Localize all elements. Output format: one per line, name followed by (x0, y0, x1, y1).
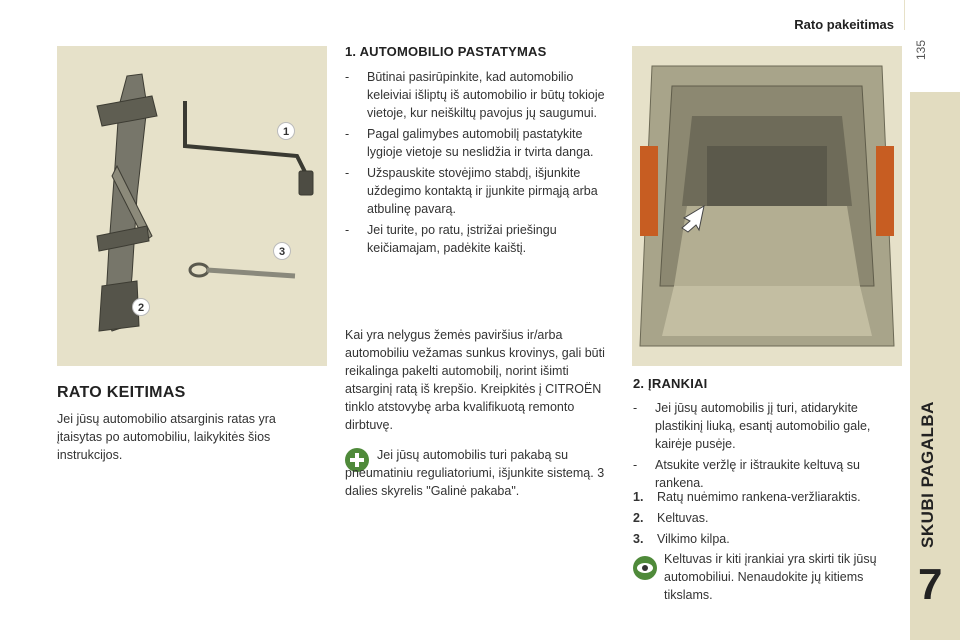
list-item: - Pagal galimybes automobilį pastatykite lygioje vietoje su neslidžia ir tvirta danga. (345, 125, 610, 161)
list-item: 1. Ratų nuėmimo rankena-veržliaraktis. (633, 490, 861, 504)
list-item: - Jei turite, po ratu, įstrižai priešingu keičiamajam, padėkite kaištį. (345, 221, 610, 257)
section-1-paragraph: Kai yra nelygus žemės paviršius ir/arba automobiliu vežamas sunkus krovinys, gali būti reikalinga pakelti automobilį, norint išimti atsarginį ratą iš krepšio. Kreipkitės į CITROËN tinklo atstovybę arba kvalifikuotą remonto dirbtuvę. (345, 328, 605, 432)
section-rato-text: Jei jūsų automobilio atsarginis ratas yra įtaisytas po automobiliu, laikykitės šios instrukcijos. (57, 412, 276, 462)
list-item: - Atsukite veržlę ir ištraukite keltuvą su rankena. (633, 456, 901, 492)
section-title-rato: RATO KEITIMAS (57, 384, 186, 401)
vehicle-rear-illustration (632, 46, 902, 366)
page-header-title: Rato pakeitimas (794, 17, 894, 32)
section-2-note: Keltuvas ir kiti įrankiai yra skirti tik jūsų automobiliui. Nenaudokite jų kitiems tikslams. (664, 552, 877, 602)
tools-figure (57, 46, 327, 366)
tools-illustration (57, 46, 327, 366)
header-divider (904, 0, 905, 30)
list-item: 2. Keltuvas. (633, 511, 709, 525)
section-2-list (633, 399, 901, 495)
list-item: - Užspauskite stovėjimo stabdį, išjunkite uždegimo kontaktą ir įjunkite pirmąją arba atbulinę pavarą. (345, 164, 610, 218)
section-2-title: 2. ĮRANKIAI (633, 376, 708, 391)
section-1-note: Jei jūsų automobilis turi pakabą su pneumatiniu reguliatoriumi, išjunkite sistemą. 3 dalies skyrelis "Galinė pakaba". (345, 448, 605, 498)
callout-1: 1 (277, 122, 295, 140)
jack-drawing (97, 74, 157, 331)
callout-3: 3 (273, 242, 291, 260)
page-number: 135 (914, 39, 928, 60)
towing-eye-drawing (190, 264, 295, 276)
wheel-wrench-drawing (185, 101, 313, 195)
eye-warning-icon (633, 556, 657, 580)
callout-2: 2 (132, 298, 150, 316)
vehicle-rear-figure (632, 46, 902, 366)
chapter-label: SKUBI PAGALBA (918, 401, 937, 548)
section-1-title: 1. AUTOMOBILIO PASTATYMAS (345, 44, 547, 59)
list-item: 3. Vilkimo kilpa. (633, 532, 730, 546)
tools-numbered-list (633, 488, 901, 551)
list-item: - Būtinai pasirūpinkite, kad automobilio keleiviai išliptų iš automobilio ir būtų tokioje vietoje, kur neiškiltų pavojus jų saugumui. (345, 68, 610, 122)
section-1-list (345, 68, 610, 260)
list-item: - Jei jūsų automobilis jį turi, atidarykite plastikinį liuką, esantį automobilio gale, kairėje pusėje. (633, 399, 901, 453)
chapter-number: 7 (918, 560, 943, 609)
